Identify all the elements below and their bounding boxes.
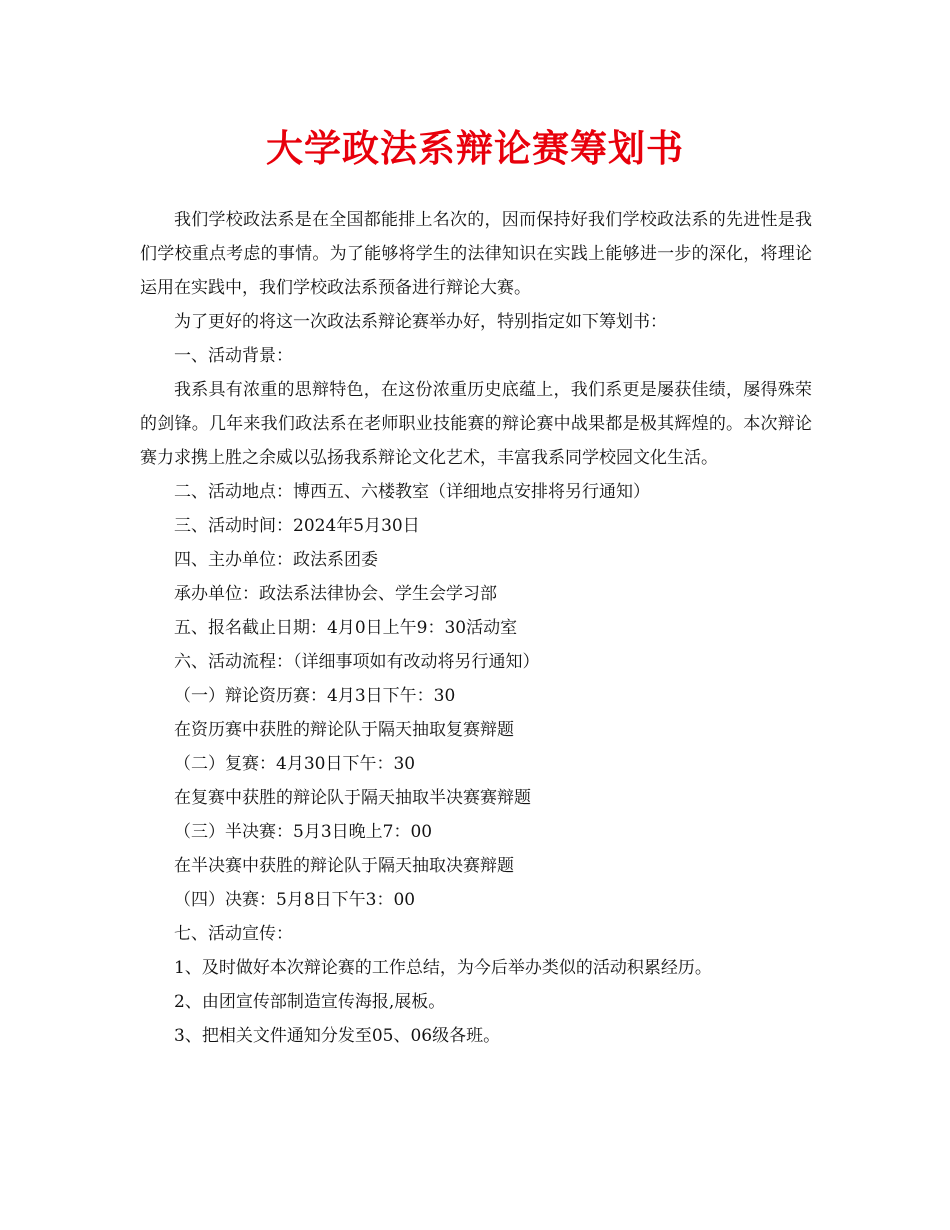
process-note-rematch: 在复赛中获胜的辩论队于隔天抽取半决赛赛辩题 bbox=[174, 788, 531, 808]
document-body bbox=[140, 203, 812, 1053]
promotion-item-3: 3、把相关文件通知分发至05、06级各班。 bbox=[174, 1026, 501, 1046]
section-heading-background: 一、活动背景： bbox=[174, 346, 293, 366]
paragraph-intro: 我们学校政法系是在全国都能排上名次的，因而保持好我们学校政法系的先进性是我们学校重点考虑的事情。为了能够将学生的法律知识在实践上能够进一步的深化，将理论运用在实践中，我们学校政法系预备进行辩论大赛。 bbox=[140, 210, 812, 298]
item-location: 二、活动地点：博西五、六楼教室（详细地点安排将另行通知） bbox=[174, 482, 650, 502]
promotion-item-1: 1、及时做好本次辩论赛的工作总结，为今后举办类似的活动积累经历。 bbox=[174, 958, 712, 978]
item-time: 三、活动时间：2024年5月30日 bbox=[174, 516, 420, 536]
process-note-semifinal: 在半决赛中获胜的辩论队于隔天抽取决赛辩题 bbox=[174, 856, 514, 876]
section-heading-process: 六、活动流程：（详细事项如有改动将另行通知） bbox=[174, 652, 540, 672]
document-title: 大学政法系辩论赛筹划书 bbox=[266, 126, 684, 170]
process-step-semifinal: （三）半决赛：5月3日晚上7：00 bbox=[174, 822, 433, 842]
item-co-organizer: 承办单位：政法系法律协会、学生会学习部 bbox=[174, 584, 497, 604]
paragraph-purpose: 为了更好的将这一次政法系辩论赛举办好，特别指定如下筹划书： bbox=[174, 312, 667, 332]
process-note-qualifier: 在资历赛中获胜的辩论队于隔天抽取复赛辩题 bbox=[174, 720, 514, 740]
item-organizer: 四、主办单位：政法系团委 bbox=[174, 550, 378, 570]
section-heading-promotion: 七、活动宣传： bbox=[174, 924, 293, 944]
process-step-rematch: （二）复赛：4月30日下午：30 bbox=[174, 754, 416, 774]
process-step-final: （四）决赛：5月8日下午3：00 bbox=[174, 890, 416, 910]
item-registration-deadline: 五、报名截止日期：4月0日上午9：30活动室 bbox=[174, 618, 518, 638]
paragraph-background: 我系具有浓重的思辩特色，在这份浓重历史底蕴上，我们系更是屡获佳绩，屡得殊荣的剑锋。几年来我们政法系在老师职业技能赛的辩论赛中战果都是极其辉煌的。本次辩论赛力求携上胜之余威以弘扬我系辩论文化艺术，丰富我系同学校园文化生活。 bbox=[140, 380, 812, 468]
process-step-qualifier: （一）辩论资历赛：4月3日下午：30 bbox=[174, 686, 456, 706]
promotion-item-2: 2、由团宣传部制造宣传海报,展板。 bbox=[174, 992, 446, 1012]
